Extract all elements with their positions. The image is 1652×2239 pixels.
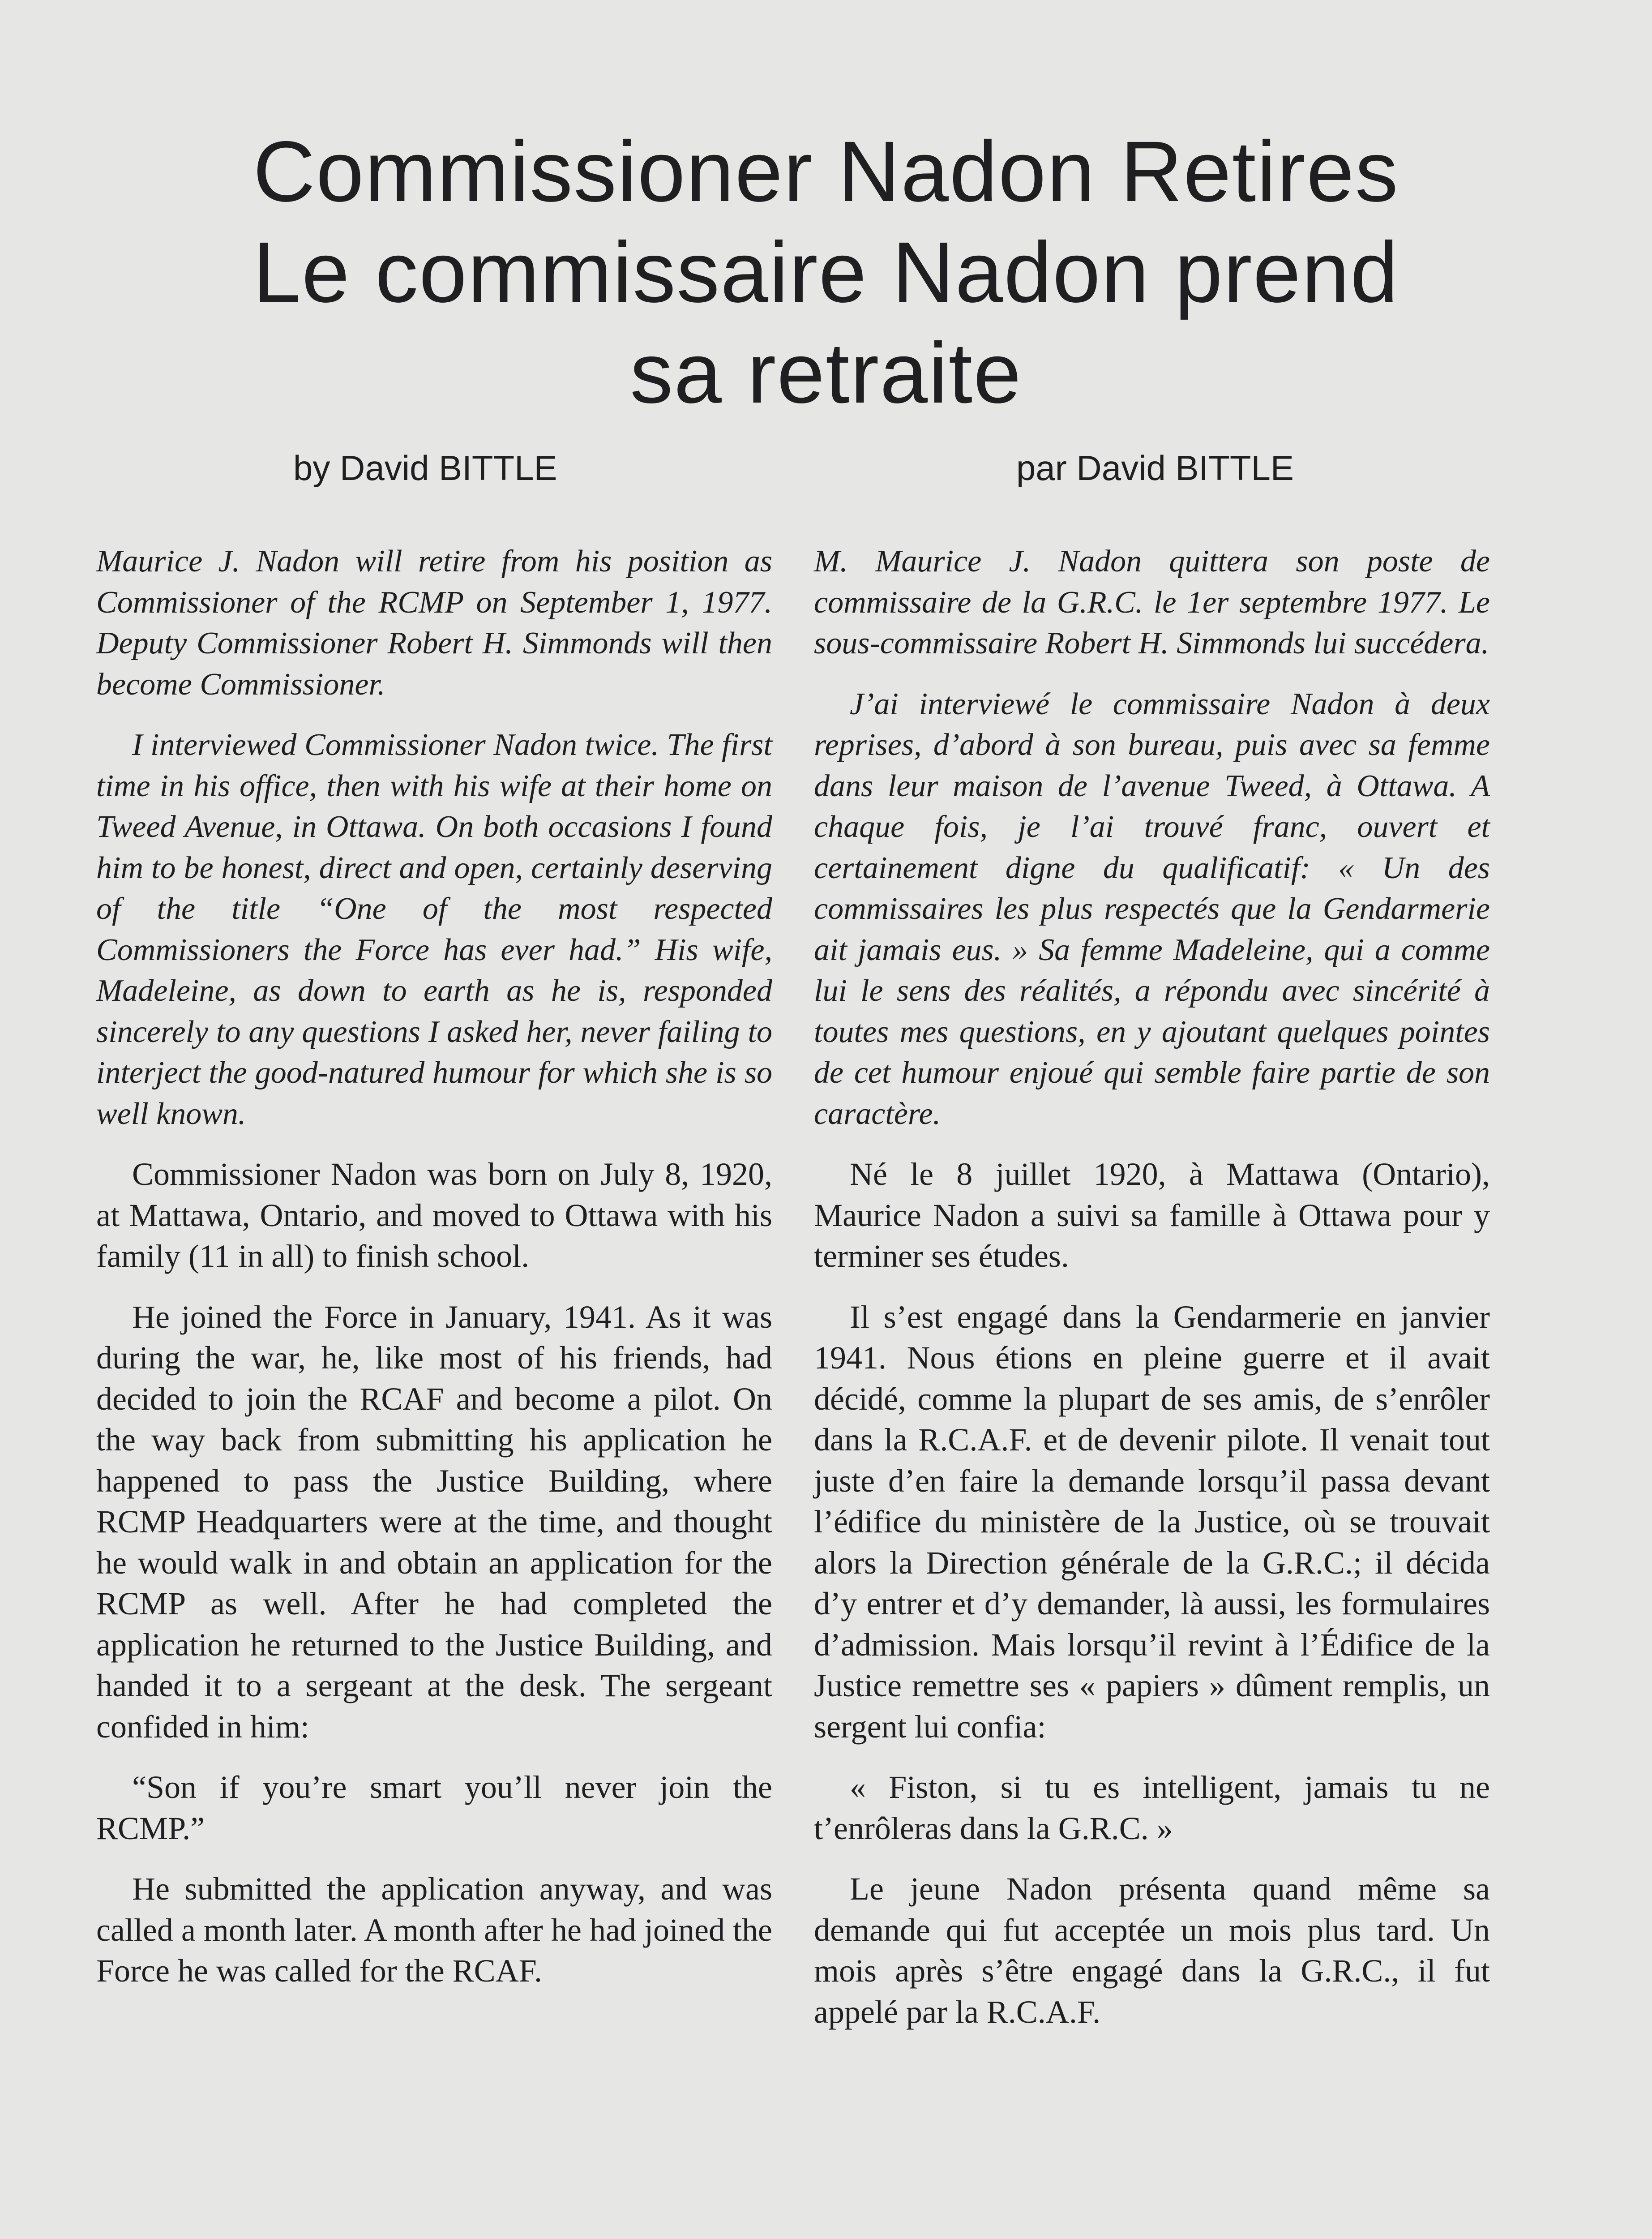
french-column xyxy=(814,541,1490,2052)
french-intro-paragraph-2: J’ai interviewé le commissaire Nadon à deux reprises, d’abord à son bureau, puis avec sa femme dans leur maison de l’avenue Tweed, à Ottawa. A chaque fois, je l’ai trouvé franc, ouvert et certainement digne du qualificatif: « Un des commissaires les plus respectés que la Gendarmerie ait jamais eus. » Sa femme Madeleine, qui a comme lui le sens des réalités, a répondu avec sincérité à toutes mes questions, en y ajoutant quelques pointes de cet humour enjoué qui semble faire partie de son caractère. xyxy=(814,686,1490,1131)
french-intro-paragraph-1: M. Maurice J. Nadon quittera son poste de commissaire de la G.R.C. le 1er septembre 1977. Le sous-commissaire Robert H. Simmonds lui succédera. xyxy=(814,544,1490,661)
byline-english: by David BITTLE xyxy=(293,448,557,488)
french-paragraph-birth: Né le 8 juillet 1920, à Mattawa (Ontario), Maurice Nadon a suivi sa famille à Ottawa pour y terminer ses études. xyxy=(814,1156,1490,1274)
english-paragraph-rcaf: He submitted the application anyway, and was called a month later. A month after he had joined the Force he was called for the RCAF. xyxy=(96,1871,772,1989)
english-intro-paragraph-2: I interviewed Commissioner Nadon twice. The first time in his office, then with his wife at their home on Tweed Avenue, in Ottawa. On both occasions I found him to be honest, direct and open, certainly deserving of the title “One of the most respected Commissioners the Force has ever had.” His wife, Madeleine, as down to earth as he is, responded sincerely to any questions I asked her, never failing to interject the good-natured humour for which she is so well known. xyxy=(96,728,772,1131)
article-title-block xyxy=(0,121,1652,423)
title-french-line-1: Le commissaire Nadon prend xyxy=(253,224,1399,320)
byline-french: par David BITTLE xyxy=(1016,448,1294,488)
english-column xyxy=(96,541,772,2012)
french-quote: « Fiston, si tu es intelligent, jamais tu ne t’enrôleras dans la G.R.C. » xyxy=(814,1769,1490,1846)
english-intro-paragraph-1: Maurice J. Nadon will retire from his position as Commissioner of the RCMP on September 1, 1977. Deputy Commissioner Robert H. Simmonds will then become Commissioner. xyxy=(96,544,772,702)
french-paragraph-rcaf: Le jeune Nadon présenta quand même sa demande qui fut acceptée un mois plus tard. Un mois après s’être engagé dans la G.R.C., il fut appelé par la R.C.A.F. xyxy=(814,1871,1490,2030)
title-english: Commissioner Nadon Retires xyxy=(253,123,1399,219)
english-paragraph-birth: Commissioner Nadon was born on July 8, 1920, at Mattawa, Ontario, and moved to Ottawa with his family (11 in all) to finish school. xyxy=(96,1156,772,1274)
english-paragraph-joining: He joined the Force in January, 1941. As it was during the war, he, like most of his friends, had decided to join the RCAF and become a pilot. On the way back from submitting his application he happened to pass the Justice Building, where RCMP Headquarters were at the time, and thought he would walk in and obtain an application for the RCMP as well. After he had completed the application he returned to the Justice Building, and handed it to a sergeant at the desk. The sergeant confided in him: xyxy=(96,1299,772,1745)
title-french-line-2: sa retraite xyxy=(630,325,1022,421)
french-paragraph-joining: Il s’est engagé dans la Gendarmerie en janvier 1941. Nous étions en pleine guerre et il avait décidé, comme la plupart de ses amis, de s’enrôler dans la R.C.A.F. et de devenir pilote. Il venait tout juste d’en faire la demande lorsqu’il passa devant l’édifice du ministère de la Justice, où se trouvait alors la Direction générale de la G.R.C.; il décida d’y entrer et d’y demander, là aussi, les formulaires d’admission. Mais lorsqu’il revint à l’Édifice de la Justice remettre ses « papiers » dûment remplis, un sergent lui confia: xyxy=(814,1299,1490,1745)
english-quote: “Son if you’re smart you’ll never join the RCMP.” xyxy=(96,1769,772,1846)
